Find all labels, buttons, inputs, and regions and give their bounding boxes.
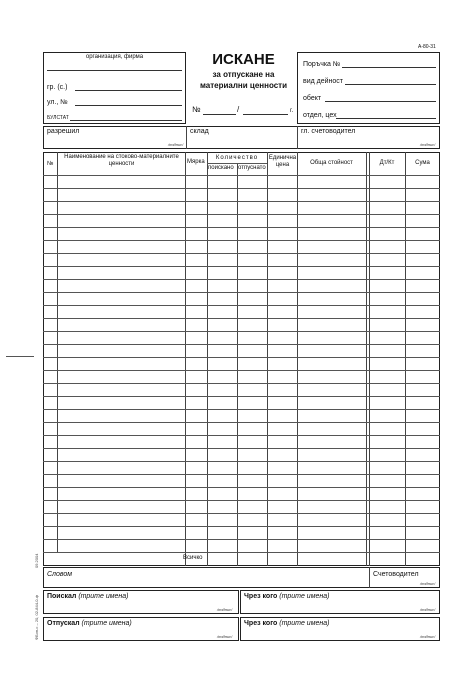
- bulstat-line[interactable]: [70, 120, 182, 121]
- table-row[interactable]: [43, 474, 440, 475]
- table-row[interactable]: [43, 513, 440, 514]
- requested-by-label: Поискал (трите имена): [47, 593, 129, 600]
- year-suffix: г.: [290, 108, 294, 114]
- form-subtitle-2: материални ценности: [199, 81, 288, 90]
- table-row[interactable]: [43, 487, 440, 488]
- approved-label: разрешил: [47, 128, 80, 135]
- table-row[interactable]: [43, 526, 440, 527]
- header-unit-price: Единична цена: [268, 155, 297, 168]
- col-line: [57, 152, 58, 552]
- side-print: ФБоп-с – 20, 02-844-0-ф: [34, 594, 39, 640]
- total-label: Всичко: [183, 555, 203, 561]
- requested-signature-hint: /подпис/: [217, 607, 233, 612]
- table-row[interactable]: [43, 188, 440, 189]
- chief-accountant-label: гл. счетоводител: [301, 128, 356, 135]
- accountant-label: Счетоводител: [373, 571, 419, 578]
- street-label: ул., №: [47, 99, 68, 106]
- col-line: [237, 163, 238, 566]
- table-row[interactable]: [43, 318, 440, 319]
- margin-mark: [6, 356, 34, 357]
- approval-row: [43, 126, 440, 149]
- through-2-label: Чрез кого (трите имена): [244, 620, 330, 627]
- table-row[interactable]: [43, 253, 440, 254]
- activity-label: вид дейност: [303, 78, 344, 85]
- header-requested: поискано: [208, 165, 234, 171]
- through-1-label: Чрез кого (трите имена): [244, 593, 330, 600]
- header-no: №: [47, 161, 54, 167]
- table-row[interactable]: [43, 305, 440, 306]
- dept-label: отдел, цех: [303, 112, 337, 119]
- city-line[interactable]: [75, 90, 182, 91]
- accountant-signature-hint: /подпис/: [420, 142, 436, 147]
- through-2-signature-hint: /подпис/: [420, 634, 436, 639]
- table-row[interactable]: [43, 175, 440, 176]
- released-signature-hint: /подпис/: [217, 634, 233, 639]
- header-amount: Сума: [415, 160, 430, 166]
- words-divider: [369, 567, 370, 588]
- total-row-top-line: [43, 552, 440, 553]
- street-line[interactable]: [75, 105, 182, 106]
- form-subtitle-1: за отпускане на: [212, 70, 275, 79]
- table-row[interactable]: [43, 383, 440, 384]
- header-name: Наименование на стоково-материалните ценности: [64, 154, 179, 167]
- warehouse-label: склад: [190, 128, 209, 135]
- quantity-subheader-line: [207, 163, 267, 164]
- bulstat-label: БУЛСТАТ: [47, 115, 69, 121]
- table-row[interactable]: [43, 292, 440, 293]
- number-line[interactable]: [203, 114, 236, 115]
- table-row[interactable]: [43, 279, 440, 280]
- table-row[interactable]: [43, 461, 440, 462]
- form-title: ИСКАНЕ: [212, 51, 275, 68]
- order-label: Поръчка №: [303, 61, 341, 68]
- approval-divider-2: [297, 126, 298, 149]
- city-label: гр. (с.): [47, 84, 68, 91]
- table-row[interactable]: [43, 201, 440, 202]
- table-row[interactable]: [43, 422, 440, 423]
- number-label: №: [192, 105, 201, 114]
- table-row[interactable]: [43, 500, 440, 501]
- header-quantity: Количество: [215, 155, 259, 161]
- approved-signature-hint: /подпис/: [168, 142, 184, 147]
- table-row[interactable]: [43, 370, 440, 371]
- approval-divider-1: [186, 126, 187, 149]
- table-row[interactable]: [43, 240, 440, 241]
- table-row[interactable]: [43, 396, 440, 397]
- org-label: организация, фирма: [85, 54, 144, 60]
- table-row[interactable]: [43, 448, 440, 449]
- number-slash: /: [237, 105, 240, 114]
- object-label: обект: [303, 95, 322, 102]
- table-row[interactable]: [43, 227, 440, 228]
- table-row[interactable]: [43, 409, 440, 410]
- table-row[interactable]: [43, 214, 440, 215]
- words-label: Словом: [47, 571, 73, 578]
- accountant-signature-hint-2: /подпис/: [420, 581, 436, 586]
- header-measure: Мярка: [187, 159, 205, 165]
- header-released: отпуснато: [238, 165, 266, 171]
- dept-line[interactable]: [336, 118, 436, 119]
- released-by-label: Отпускал (трите имена): [47, 620, 132, 627]
- table-row[interactable]: [43, 331, 440, 332]
- table-row[interactable]: [43, 266, 440, 267]
- activity-line[interactable]: [345, 84, 436, 85]
- org-line[interactable]: [47, 70, 182, 71]
- table-row[interactable]: [43, 344, 440, 345]
- form-code: А-80-31: [418, 44, 436, 50]
- header-total-value: Обща стойност: [310, 160, 353, 166]
- table-row[interactable]: [43, 539, 440, 540]
- header-dt-kt: Дт/Кт: [379, 160, 395, 166]
- object-line[interactable]: [325, 101, 436, 102]
- table-row[interactable]: [43, 357, 440, 358]
- table-row[interactable]: [43, 435, 440, 436]
- date-line[interactable]: [243, 114, 288, 115]
- side-date: 09.2004: [34, 553, 39, 568]
- through-1-signature-hint: /подпис/: [420, 607, 436, 612]
- order-line[interactable]: [342, 67, 436, 68]
